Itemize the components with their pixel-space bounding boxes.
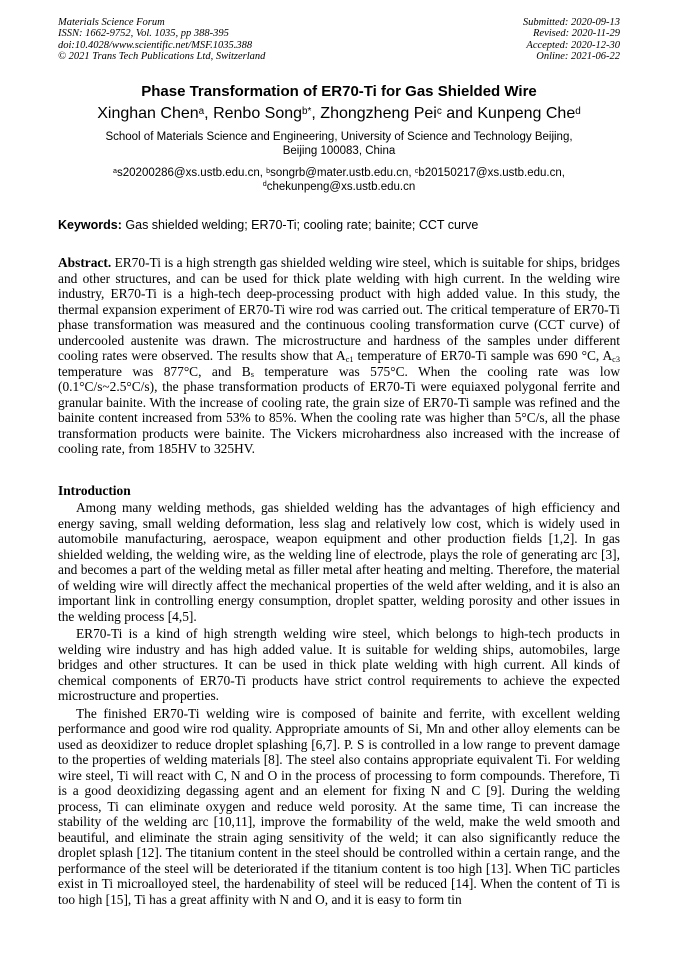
date-online: Online: 2021-06-22 <box>536 50 620 62</box>
authors-line: Xinghan Chen$^a$, Renbo Song$^{b*}$, Zhongzheng Pei$^c$ and Kunpeng Che$^d$ <box>97 105 581 123</box>
date-revised: Revised: 2020-11-29 <box>533 28 620 40</box>
submission-dates <box>523 17 620 62</box>
journal-doi: doi:10.4028/www.scientific.net/MSF.1035.388 <box>58 39 253 51</box>
journal-info <box>58 17 265 62</box>
journal-name: Materials Science Forum <box>58 17 165 28</box>
abstract-text: ER70-Ti is a high strength gas shielded welding wire steel, which is suitable for ships, bridges and other structures, and can be used for thick plate welding with high current. In the welding wire industry, ER70-Ti is a high-tech deep-processing product with high added value. In this study, the thermal expansion experiment of ER70-Ti wire rod was carried out. The critical temperature of ER70-Ti phase transformation was measured and the continuous cooling transformation curve (CCT curve) of undercooled austenite was drawn. The microstructure and hardness of the samples under different cooling rates were observed. The results show that $A_{c1}$ temperature of ER70-Ti sample was 690 °C, $A_{c3}$ temperature was 877°C, and $B_s$ temperature was 575°C. When the cooling rate was low (0.1°C/s~2.5°C/s), the phase transformation products of ER70-Ti were equiaxed polygonal ferrite and granular bainite. With the increase of cooling rate, the grain size of ER70-Ti sample was refined and the bainite content increased from 53% to 85%. When the cooling rate was higher than 5°C/s, all the phase transformation products were bainite. The Vickers microhardness also increased with the increase of cooling rate, from 185HV to 325HV. <box>58 255 621 457</box>
abstract-label: Abstract. <box>58 255 115 271</box>
author-emails <box>58 167 620 194</box>
keywords-label: Keywords: <box>58 218 126 233</box>
emails-line-1: $^a$s20200286@xs.ustb.edu.cn, $^b$songrb@mater.ustb.edu.cn, $^c$b20150217@xs.ustb.edu.cn, <box>113 166 565 180</box>
emails-line-2: $^d$chekunpeng@xs.ustb.edu.cn <box>262 180 416 193</box>
abstract <box>58 255 620 457</box>
introduction-paragraph-2: ER70-Ti is a kind of high strength welding wire steel, which belongs to high-tech products in welding wire industry and has high added value. It is suitable for welding ships, automobiles, large bridges and other structures. It can be used in thick plate welding with high current. All kinds of chemical components of ER70-Ti products have strict control requirements to achieve the expected microstructure and properties. <box>58 626 620 704</box>
affiliation <box>58 130 620 158</box>
affiliation-line-2: Beijing 100083, China <box>282 145 396 158</box>
date-submitted: Submitted: 2020-09-13 <box>522 17 620 28</box>
journal-issn-volume: ISSN: 1662-9752, Vol. 1035, pp 388-395 <box>58 28 229 40</box>
journal-copyright: © 2021 Trans Tech Publications Ltd, Switzerland <box>58 50 266 62</box>
paper-title: Phase Transformation of ER70-Ti for Gas Shielded Wire <box>141 83 537 101</box>
affiliation-line-1: School of Materials Science and Engineering, University of Science and Technology Beijing, <box>105 131 573 144</box>
introduction-paragraph-1: Among many welding methods, gas shielded welding has the advantages of high efficiency and energy saving, small welding deformation, less slag and relatively low cost, which is widely used in automobile manufacturing, aerospace, weapon equipment and other production fields [1,2]. In gas shielded welding, the welding wire, as the welding line of electrode, plays the role of generating arc [3], and becomes a part of the welding metal as filler metal after heating and melting. Therefore, the material of welding wire will directly affect the mechanical properties of the weld after welding, and it is also an important link in controlling energy consumption, droplet spatter, welding porosity and other issues in the welding process [4,5]. <box>58 500 620 624</box>
date-accepted: Accepted: 2020-12-30 <box>526 39 620 51</box>
keywords-line <box>58 218 620 232</box>
introduction-paragraph-3: The finished ER70-Ti welding wire is composed of bainite and ferrite, with excellent welding performance and good wire rod quality. Appropriate amounts of Si, Mn and other alloy elements can be used as deoxidizer to reduce droplet splashing [6,7]. P. S is controlled in a low range to prevent damage to the properties of welding materials [8]. The steel also contains appropriate equivalent Ti. For welding wire steel, Ti will react with C, N and O in the process of processing to form compounds. Therefore, Ti is a good deoxidizing degassing agent and an element for fixing N and C [9]. During the welding process, Ti can eliminate oxygen and reduce weld porosity. At the same time, Ti can increase the stability of the welding arc [10,11], improve the formability of the weld, make the weld smooth and beautiful, and eliminate the strain aging sensitivity of the weld; it can also significantly reduce the droplet splash [12]. The titanium content in the steel should be controlled within a certain range, and the performance of the steel will be deteriorated if the titanium content is too high [13]. When TiC particles exist in Ti microalloyed steel, the hardenability of steel will be reduced [14]. When the content of Ti is too high [15], Ti has a great affinity with N and O, and it is easy to form tin <box>58 705 620 907</box>
keywords-text: Gas shielded welding; ER70-Ti; cooling rate; bainite; CCT curve <box>125 218 479 233</box>
section-heading-introduction: Introduction <box>58 482 131 498</box>
journal-header <box>58 17 620 62</box>
